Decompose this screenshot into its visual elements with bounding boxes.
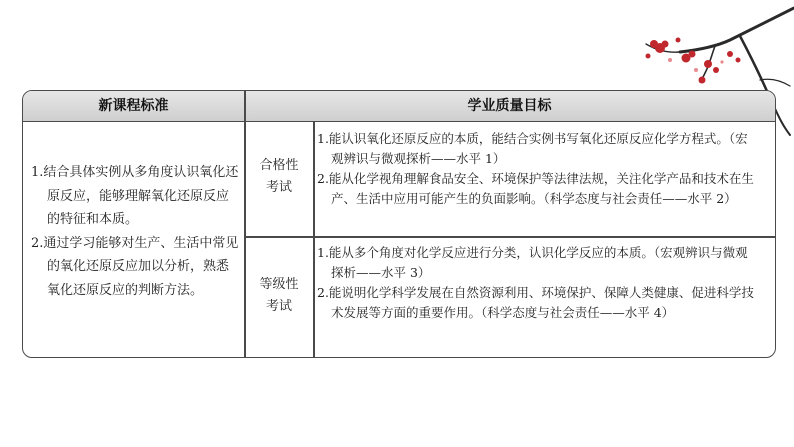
row-divider (244, 236, 775, 238)
level-column-divider (313, 121, 315, 357)
standard-item: 2.通过学习能够对生产、生活中常见的氧化还原反应加以分析，熟悉氧化还原反应的判断方法。 (31, 235, 239, 298)
header-curriculum-standards: 新课程标准 (98, 98, 169, 114)
goal-item: 2.能从化学视角理解食品安全、环境保护等法律法规，关注化学产品和技术在生产、生活中应用可能产生的负面影响。（科学态度与社会责任——水平 2） (317, 171, 754, 206)
level-label-pass: 合格性 考试 (259, 158, 299, 195)
standards-cell (31, 161, 239, 302)
goals-cell-grade (317, 243, 757, 323)
goals-cell-pass (317, 129, 757, 209)
curriculum-table (22, 90, 776, 358)
goal-item: 1.能从多个角度对化学反应进行分类，认识化学反应的本质。（宏观辨识与微观探析——水平 3） (317, 245, 748, 280)
level-label-grade: 等级性 考试 (259, 277, 299, 314)
standard-item: 1.结合具体实例从多角度认识氧化还原反应，能够理解氧化还原反应的特征和本质。 (31, 165, 239, 227)
column-divider (244, 91, 246, 357)
goal-item: 1.能认识氧化还原反应的本质，能结合实例书写氧化还原反应化学方程式。（宏观辨识与微观探析——水平 1） (317, 131, 748, 166)
table-header (23, 91, 775, 122)
header-quality-goals: 学业质量目标 (467, 98, 552, 114)
goal-item: 2.能说明化学科学发展在自然资源利用、环境保护、保障人类健康、促进科学技术发展等方面的重要作用。（科学态度与社会责任——水平 4） (317, 285, 754, 320)
